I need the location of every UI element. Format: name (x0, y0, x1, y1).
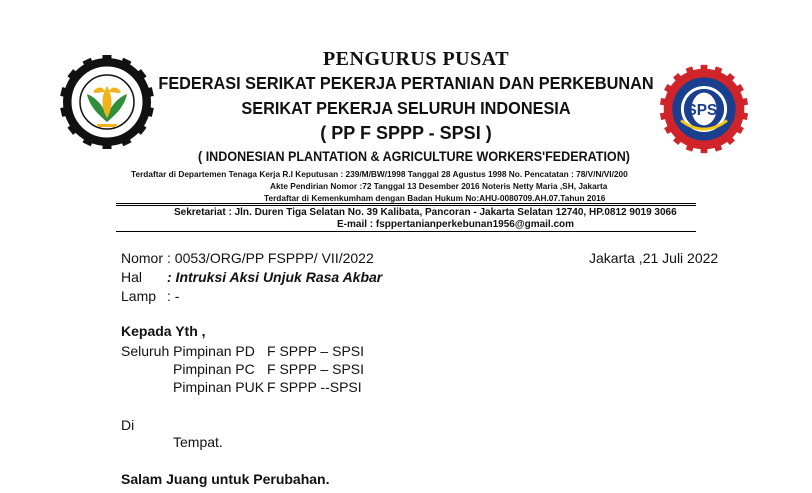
registration-line-2: Akte Pendirian Nomor :72 Tanggal 13 Desember 2016 Noteris Netty Maria ,SH, Jakarta (270, 181, 608, 191)
tempat-label: Tempat. (173, 434, 223, 450)
lamp-value: : - (167, 288, 180, 304)
recipient-line (173, 361, 473, 377)
hal-subject: : Intruksi Aksi Unjuk Rasa Akbar (167, 269, 383, 285)
recipient-org: F SPPP – SPSI (267, 343, 365, 359)
header-pengurus-pusat: PENGURUS PUSAT (322, 48, 510, 70)
recipient-line (173, 379, 473, 395)
nomor-label: Nomor (121, 250, 164, 266)
header-divider (116, 203, 696, 204)
header-spsi-name: SERIKAT PEKERJA SELURUH INDONESIA (241, 98, 571, 118)
header-divider (116, 205, 696, 206)
recipient-label: Pimpinan PC (173, 361, 255, 377)
header-federation-name: FEDERASI SERIKAT PEKERJA PERTANIAN DAN PERKEBUNAN (158, 73, 654, 93)
header-english-name: ( INDONESIAN PLANTATION & AGRICULTURE WORKERS'FEDERATION) (198, 149, 630, 164)
lamp-label: Lamp (121, 288, 157, 304)
addressee-heading: Kepada Yth , (121, 323, 206, 339)
recipient-org: F SPPP --SPSI (267, 379, 362, 395)
recipient-label: Pimpinan PUK (173, 379, 265, 395)
secretariat-address: Sekretariat : Jln. Duren Tiga Selatan No. 39 Kalibata, Pancoran - Jakarta Selatan 12740, HP.0812 9019 3066 (174, 207, 677, 218)
hal-label: Hal (121, 269, 143, 285)
nomor-value: : 0053/ORG/PP FSPPP/ VII/2022 (167, 250, 374, 266)
registration-line-3: Terdaftar di Kemenkumham dengan Badan Hukum No:AHU-0080709.AH.07.Tahun 2016 (264, 193, 606, 203)
letter-date: Jakarta ,21 Juli 2022 (589, 250, 719, 266)
registration-line-1: Terdaftar di Departemen Tenaga Kerja R.I Keputusan : 239/M/BW/1998 Tanggal 28 Agustus 1998 No. Pencatatan : 78/V/N/VI/200 (131, 169, 628, 179)
header-abbreviation: ( PP F SPPP - SPSI ) (320, 123, 492, 143)
contact-email: E-mail : fsppertanianperkebunan1956@gmail.com (337, 219, 575, 230)
recipient-org: F SPPP – SPSI (267, 361, 365, 377)
recipient-label: Seluruh Pimpinan PD (121, 343, 255, 359)
greeting: Salam Juang untuk Perubahan. (121, 471, 330, 487)
recipient-line (121, 343, 421, 359)
spsi-logo-text: SPSI (686, 101, 722, 119)
di-label: Di (121, 417, 135, 433)
header-bottom-divider (116, 231, 696, 232)
